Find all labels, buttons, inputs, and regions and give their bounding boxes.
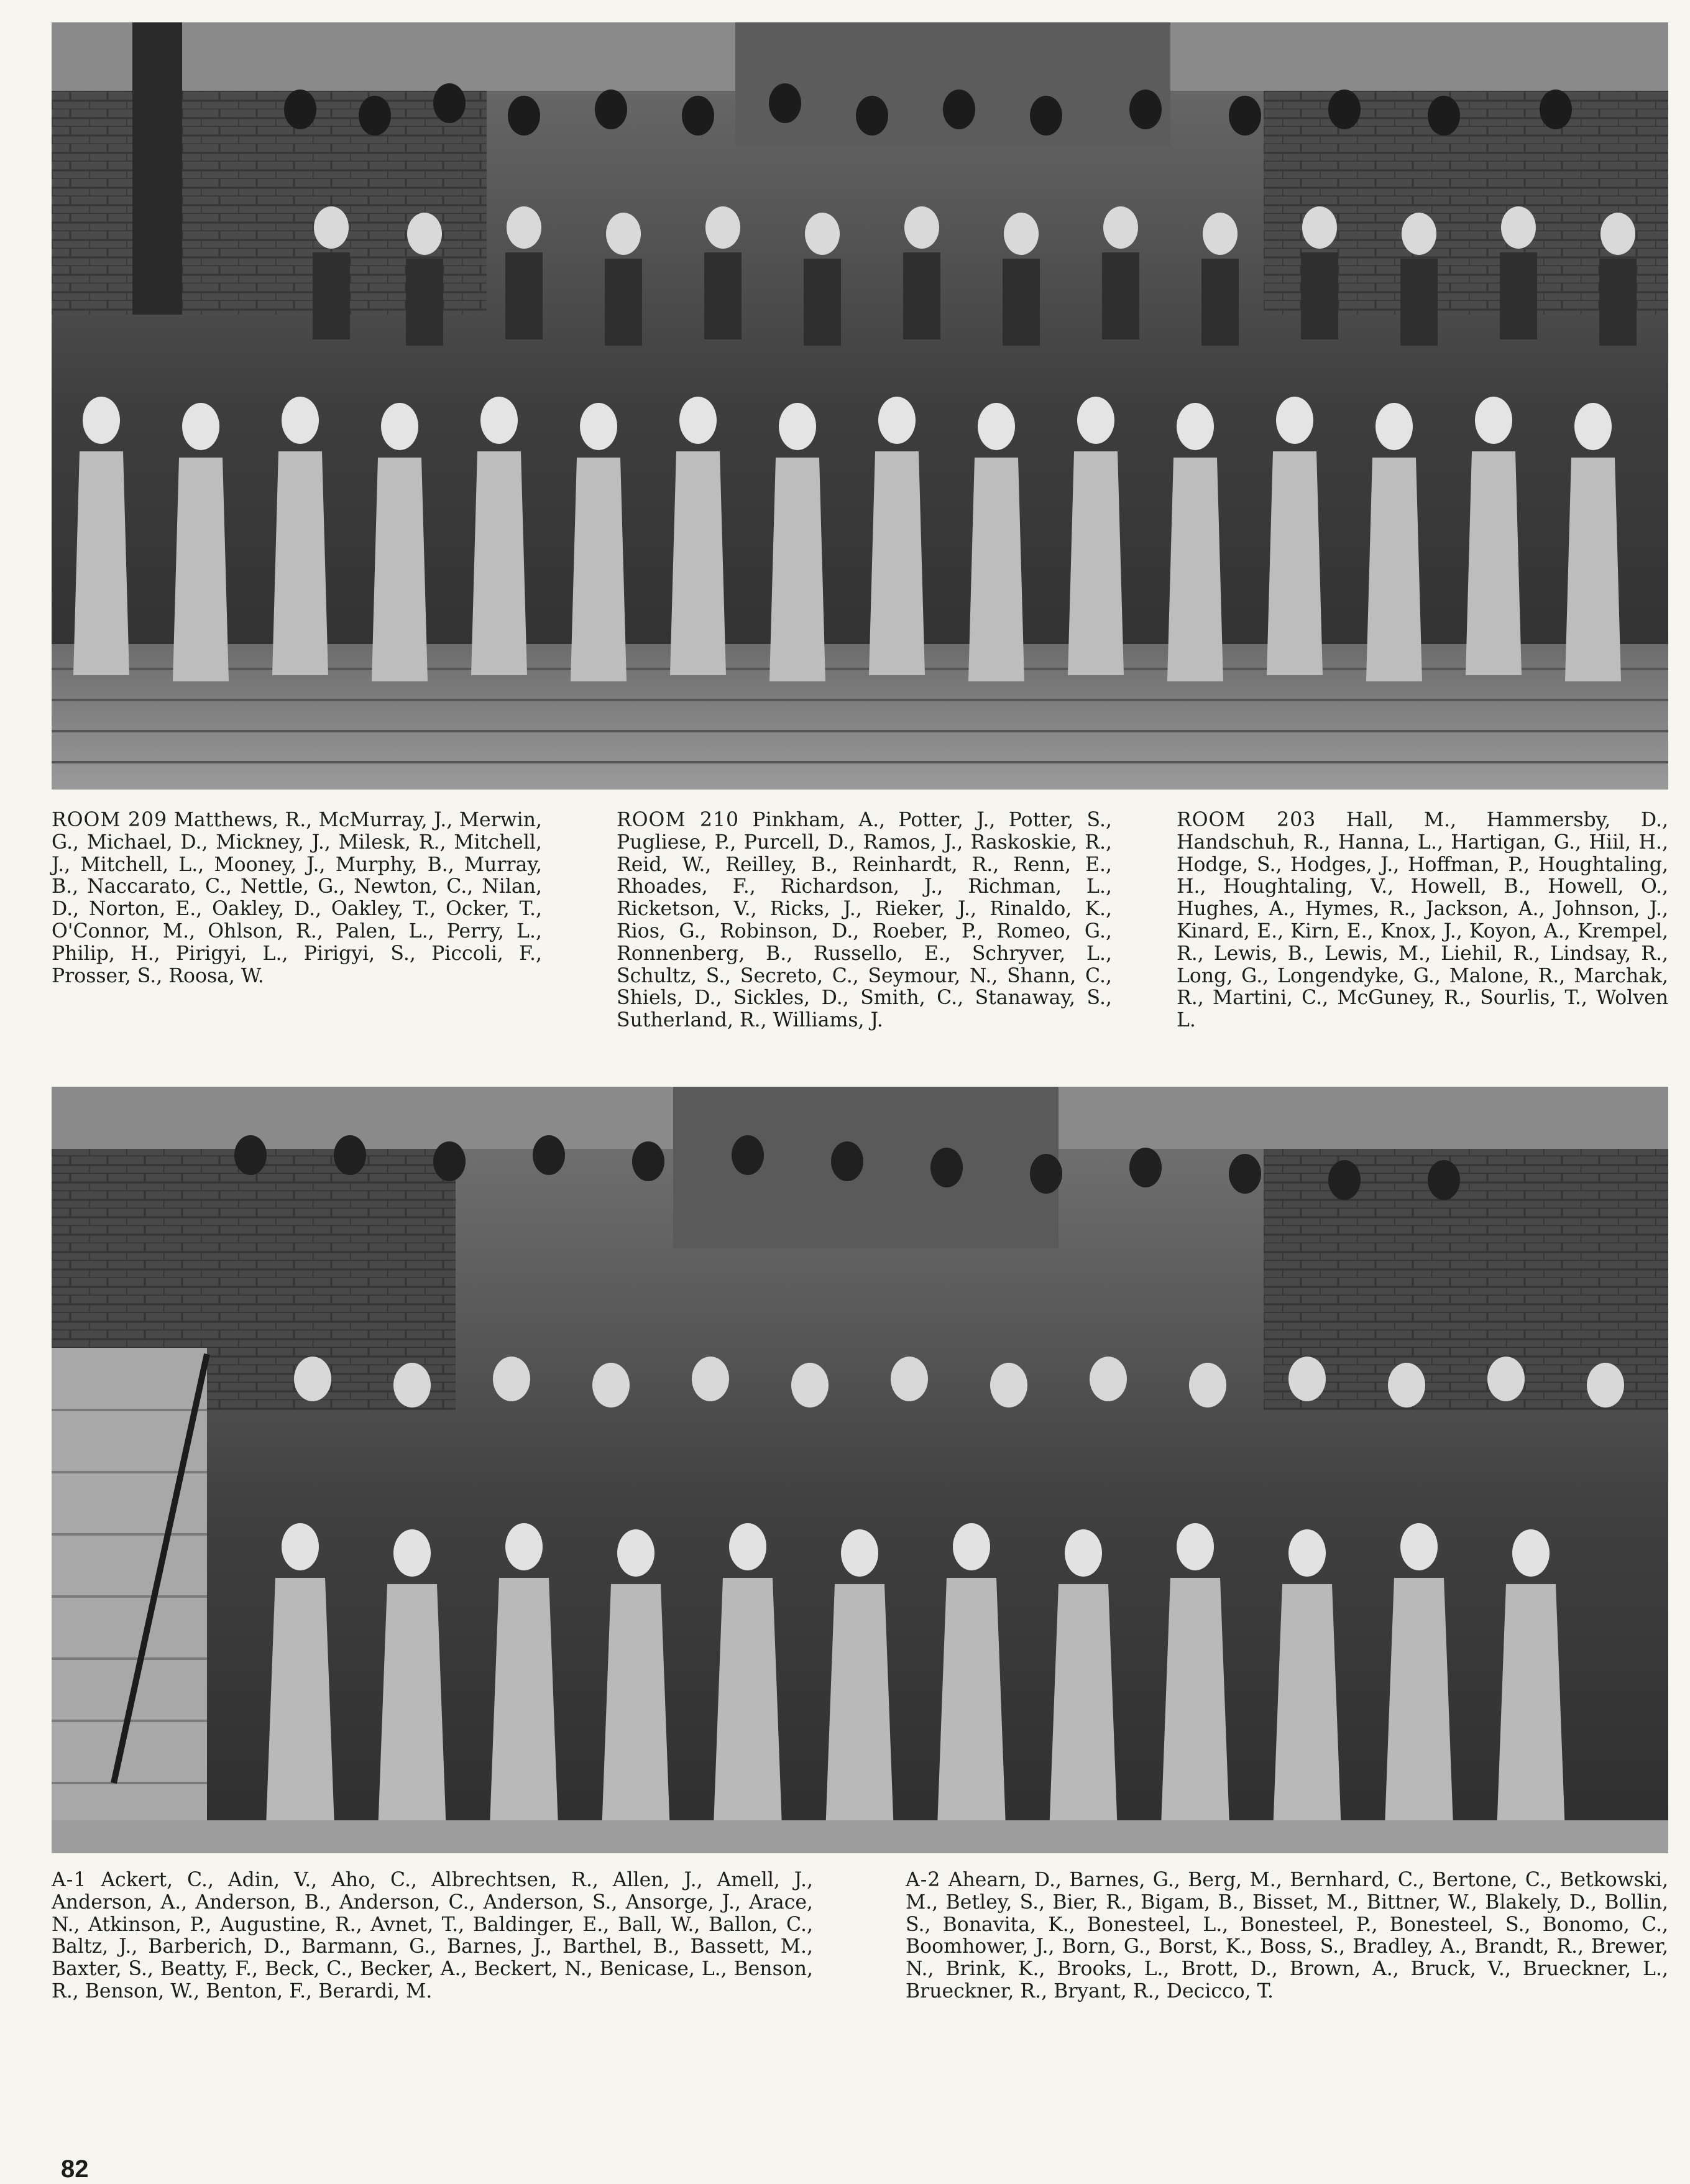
room-label: A-1 [52,1869,87,1891]
room-209-caption [52,809,542,987]
room-label: ROOM 203 [1177,809,1316,831]
group-photo-illustration [52,1087,1668,1853]
room-203-caption [1177,809,1668,1032]
page-number: 82 [61,2155,89,2183]
room-label: A-2 [906,1869,941,1891]
student-names: Pinkham, A., Potter, J., Potter, S., Pugliese, P., Purcell, D., Ramos, J., Raskoskie, R., Reid, W., Reilley, B., Reinhardt, R., Renn, E., Rhoades, F., Richardson, J., Richman, L., Ricketson, V., Ricks, J., Rieker, J., Rinaldo, K., Rios, G., Robinson, D., Roeber, P., Romeo, G., Ronnenberg, B., Russello, E., Schryver, L., Schultz, S., Secreto, C., Seymour, N., Shann, C., Shiels, D., Sickles, D., Smith, C., Stanaway, S., Sutherland, R., Williams, J. [617,809,1112,1032]
student-names: Matthews, R., McMurray, J., Merwin, G., Michael, D., Mickney, J., Milesk, R., Mitchell, J., Mitchell, L., Mooney, J., Murphy, B., Murray, B., Naccarato, C., Nettle, G., Newton, C., Nilan, D., Norton, E., Oakley, D., Oakley, T., Ocker, T., O'Connor, M., Ohlson, R., Palen, L., Perry, L., Philip, H., Pirigyi, L., Pirigyi, S., Piccoli, F., Prosser, S., Roosa, W. [52,809,542,987]
student-names: Ackert, C., Adin, V., Aho, C., Albrechtsen, R., Allen, J., Amell, J., Anderson, A., Anderson, B., Anderson, C., Anderson, S., Ansorge, J., Arace, N., Atkinson, P., Augustine, R., Avnet, T., Baldinger, E., Ball, W., Ballon, C., Baltz, J., Barberich, D., Barmann, G., Barnes, J., Barthel, B., Bassett, M., Baxter, S., Beatty, F., Beck, C., Becker, A., Beckert, N., Benicase, L., Benson, R., Benson, W., Benton, F., Berardi, M. [52,1869,814,2002]
room-label: ROOM 210 [617,809,740,831]
a1-caption [52,1869,813,2003]
student-names: Hall, M., Hammersby, D., Handschuh, R., Hanna, L., Hartigan, G., Hiil, H., Hodge, S., Hodges, J., Hoffman, P., Houghtaling, H., Houghtaling, V., Howell, B., Howell, O., Hughes, A., Hymes, R., Jackson, A., Johnson, J., Kinard, E., Kirn, E., Knox, J., Koyon, A., Krempel, R., Lewis, B., Lewis, M., Liehil, R., Lindsay, R., Long, G., Longendyke, G., Malone, R., Marchak, R., Martini, C., McGuney, R., Sourlis, T., Wolven L. [1177,809,1668,1032]
student-names: Ahearn, D., Barnes, G., Berg, M., Bernhard, C., Bertone, C., Betkowski, M., Betley, S., Bier, R., Bigam, B., Bisset, M., Bittner, W., Blakely, D., Bollin, S., Bonavita, K., Bonesteel, L., Bonesteel, P., Bonesteel, S., Bonomo, C., Boomhower, J., Born, G., Borst, K., Boss, S., Bradley, A., Brandt, R., Brewer, N., Brink, K., Brooks, L., Brott, D., Brown, A., Bruck, V., Brueckner, L., Brueckner, R., Bryant, R., Decicco, T. [906,1869,1669,2002]
a2-caption [906,1869,1668,2003]
room-209-210-203-group-photo [52,22,1668,790]
room-label: ROOM 209 [52,809,168,831]
group-photo-illustration [52,22,1668,790]
a1-a2-group-photo [52,1087,1668,1853]
room-210-caption [617,809,1112,1032]
